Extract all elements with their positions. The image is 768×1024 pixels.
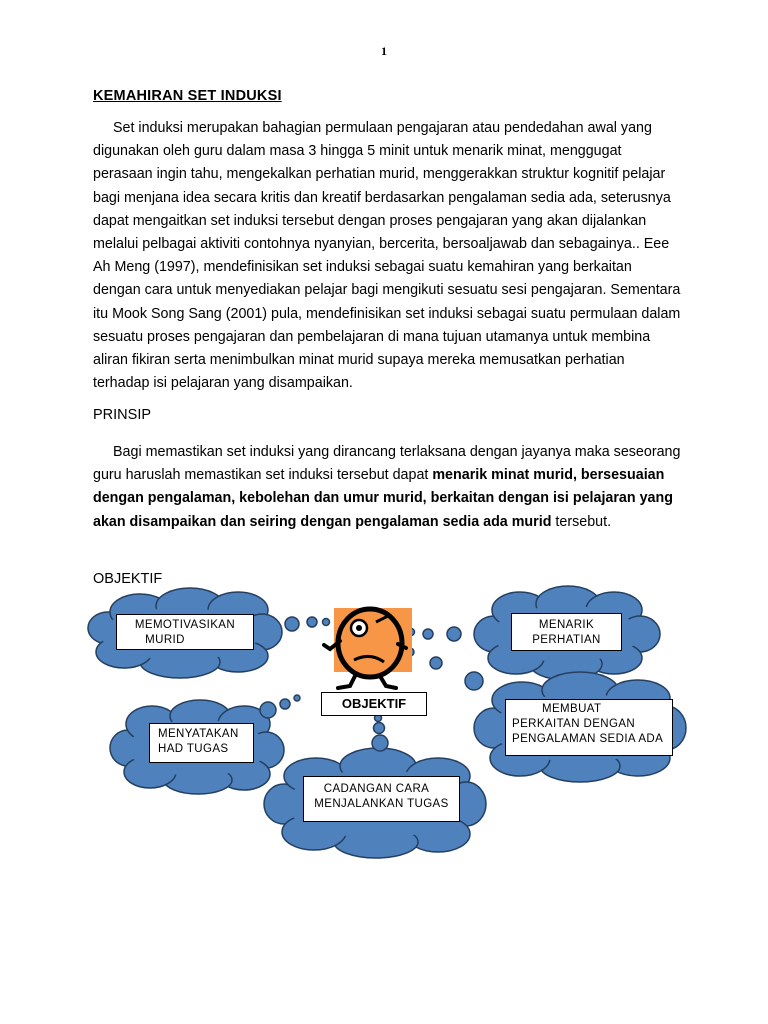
box-cadangan (303, 776, 460, 822)
paragraph-prinsip (93, 441, 683, 534)
box-cadangan-line2: MENJALANKAN TUGAS (314, 798, 449, 810)
box-cadangan-line1: CADANGAN CARA (323, 783, 430, 795)
box-menarik-line2: PERHATIAN (532, 634, 601, 646)
box-menarik (511, 613, 622, 651)
center-objektif-box: OBJEKTIF (321, 692, 427, 716)
box-menyatakan (149, 723, 254, 763)
box-membuat-line3: PENGALAMAN SEDIA ADA (512, 733, 664, 745)
paragraph-prinsip-bold: menarik minat murid, bersesuaian dengan pengalaman, kebolehan dan umur murid, berkaitan dengan isi pelajaran yang akan disampaikan dan seiring dengan pengalaman sedia ada murid (93, 467, 673, 530)
box-menarik-line1: MENARIK (538, 619, 595, 631)
page-number: 1 (381, 44, 387, 58)
label-prinsip: PRINSIP (93, 407, 152, 423)
box-memotivasikan-line1: MEMOTIVASIKAN (134, 619, 236, 631)
section-heading: KEMAHIRAN SET INDUKSI (93, 88, 282, 104)
box-membuat-line2: PERKAITAN DENGAN (512, 718, 636, 730)
box-memotivasikan-line2: MURID (145, 634, 185, 646)
box-menyatakan-line2: HAD TUGAS (158, 743, 229, 755)
paragraph-definition-text: Set induksi merupakan bahagian permulaan pengajaran atau pendedahan awal yang digunakan oleh guru dalam masa 3 hingga 5 minit untuk menarik minat, menggugat perasaan ingin tahu, mengekalkan perhatian murid, menggerakkan struktur kognitif pelajar bagi menjana idea secara kritis dan kreatif berdasarkan pengalaman sedia ada, seterusnya dapat mengaitkan set induksi tersebut dengan proses pengajaran yang akan dijalankan melalui pelbagai aktiviti contohnya nyanyian, bercerita, bersoaljawab dan sebagainya.. Eee Ah Meng (1997), mendefinisikan set induksi sebagai suatu kemahiran yang berkaitan dengan cara untuk menyediakan pelajar bagi mengikuti sesuatu sesi pengajaran. Sementara itu Mook Song Sang (2001) pula, mendefinisikan set induksi sebagai suatu permulaan dalam sesuatu proses pengajaran dan pembelajaran di mana tujuan utamanya untuk membina aliran fikiran serta menimbulkan minat murid supaya mereka memusatkan perhatian terhadap isi pelajaran yang disampaikan. (93, 120, 681, 392)
box-memotivasikan (116, 614, 254, 650)
label-objektif: OBJEKTIF (93, 571, 163, 587)
paragraph-definition (93, 117, 683, 395)
paragraph-prinsip-start: Bagi memastikan set induksi yang dirancang terlaksana dengan jayanya maka seseorang guru haruslah memastikan set induksi tersebut dapat (93, 444, 681, 484)
box-membuat-line1: MEMBUAT (542, 703, 602, 715)
box-membuat (505, 699, 673, 756)
box-menyatakan-line1: MENYATAKAN (158, 728, 239, 740)
stick-figure-icon (324, 608, 412, 688)
paragraph-prinsip-end: tersebut. (551, 513, 612, 530)
